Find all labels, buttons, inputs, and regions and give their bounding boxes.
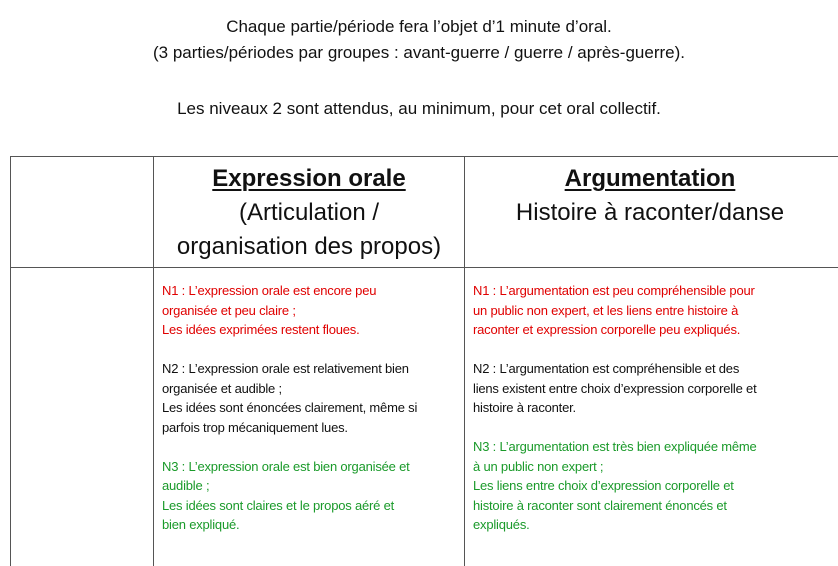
level-n1 (162, 281, 462, 340)
criteria-line: N1 : L’expression orale est encore peu (162, 283, 377, 298)
criteria-line: histoire à raconter sont clairement énoncés et (473, 497, 727, 513)
criteria-line: un public non expert, et les liens entre histoire à (473, 302, 739, 318)
criteria-line: organisée et audible ; (162, 380, 282, 396)
criteria-line: N3 : L’expression orale est bien organisée et (162, 458, 410, 474)
criteria-expression-orale (162, 281, 462, 554)
criteria-line: liens existent entre choix d’expression corporelle et (473, 380, 757, 396)
header-title: Argumentation (564, 165, 736, 192)
level-n2 (473, 359, 805, 418)
criteria-line: bien expliqué. (162, 517, 240, 532)
intro-line-3: Les niveaux 2 sont attendus, au minimum, pour cet oral collectif. (177, 99, 661, 118)
level-n3 (162, 457, 462, 535)
level-n2 (162, 359, 462, 437)
criteria-line: N2 : L’expression orale est relativement bien (162, 361, 409, 376)
header-title: Expression orale (212, 165, 406, 192)
criteria-line: histoire à raconter. (473, 400, 576, 415)
criteria-line: audible ; (162, 478, 210, 493)
header-divider (11, 267, 838, 268)
intro-line-1: Chaque partie/période fera l’objet d’1 minute d’oral. (226, 17, 612, 36)
criteria-line: Les idées sont énoncées clairement, même si (162, 400, 418, 415)
criteria-line: organisée et peu claire ; (162, 302, 296, 318)
criteria-line: Les liens entre choix d’expression corporelle et (473, 478, 734, 493)
criteria-argumentation (473, 281, 805, 554)
criteria-line: à un public non expert ; (473, 458, 604, 474)
header-expression-orale (154, 157, 464, 267)
criteria-line: Les idées exprimées restent floues. (162, 322, 360, 337)
header-argumentation (465, 157, 835, 267)
intro-line-2: (3 parties/périodes par groupes : avant-guerre / guerre / après-guerre). (153, 43, 685, 62)
header-subtitle: Histoire à raconter/danse (515, 199, 785, 226)
evaluation-table (10, 156, 838, 566)
criteria-line: Les idées sont claires et le propos aéré et (162, 497, 395, 513)
criteria-line: N3 : L’argumentation est très bien expliquée même (473, 439, 757, 454)
criteria-line: raconter et expression corporelle peu expliqués. (473, 322, 741, 337)
level-n3 (473, 437, 805, 535)
header-subtitle: organisation des propos) (176, 233, 442, 260)
header-subtitle: (Articulation / (238, 199, 380, 226)
criteria-line: parfois trop mécaniquement lues. (162, 419, 348, 435)
criteria-line: expliqués. (473, 517, 530, 532)
level-n1 (473, 281, 805, 340)
criteria-line: N2 : L’argumentation est compréhensible et des (473, 361, 740, 376)
criteria-line: N1 : L’argumentation est peu compréhensible pour (473, 283, 755, 298)
